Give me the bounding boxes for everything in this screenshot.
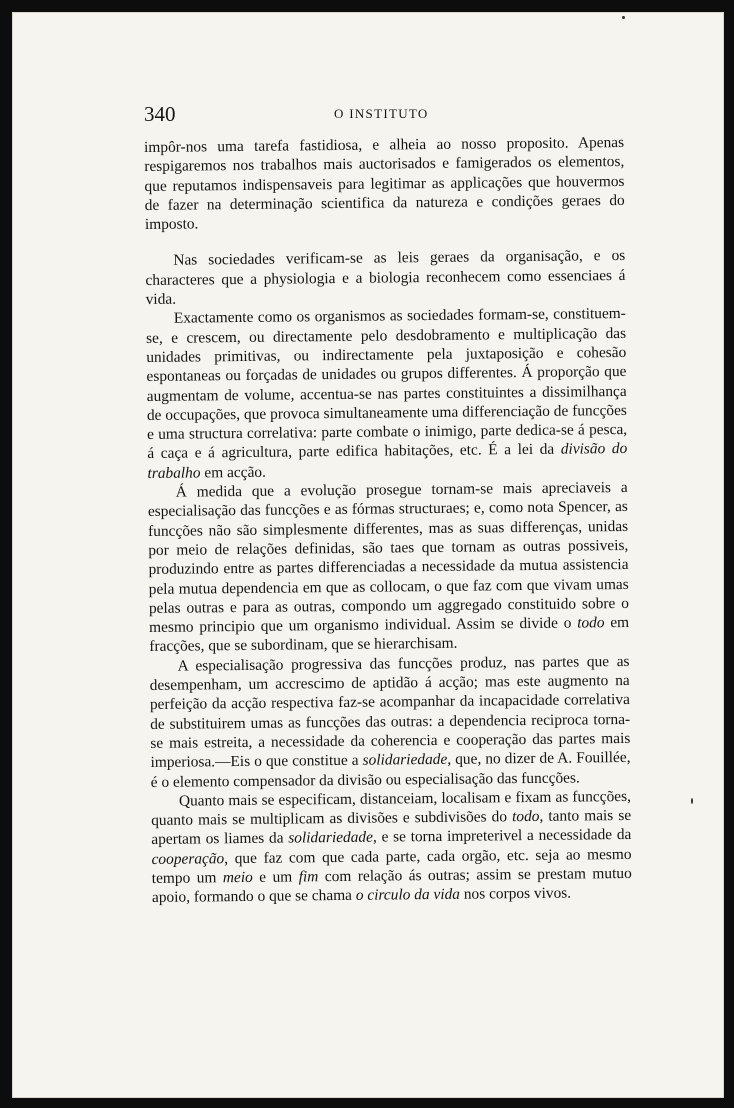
running-title: O INSTITUTO xyxy=(334,106,429,121)
ink-speck xyxy=(622,16,625,19)
paragraph-text: A especialisação progressiva das funcções produz, nas partes que as desempenham, um accrescimo de aptidão á acção; mas este augmento na perfeição da acção respectiva faz-se acompanhar da incapacidade correlativa de substituirem umas as funcções das outras: a dependencia reciproca torna-se mais estreita, a necessidade da coherencia e cooperação das partes mais imperiosa.—Eis o que constitue a xyxy=(149,652,631,772)
emphasis-divisao-do-trabalho: divisão do trabalho xyxy=(147,440,628,482)
paragraph-text: e um xyxy=(252,868,299,886)
ink-speck xyxy=(691,798,693,804)
emphasis-solidariedade: solidariedade xyxy=(288,829,374,847)
paragraph-text: nos corpos vivos. xyxy=(459,884,572,904)
paragraph-division-of-labour xyxy=(146,304,628,483)
paragraph-text: , que, no dizer de A. Fouillée, é o elemento compensador da divisão ou especialisação das funcções. xyxy=(150,749,631,791)
paragraph-text: Nas sociedades verificam-se as leis geraes da organisação, e os characteres que a physiologia e a biologia reconhecem como essenciaes á vida. xyxy=(145,247,626,309)
emphasis-cooperacao: cooperação xyxy=(151,849,225,868)
paragraph-cooperation xyxy=(151,787,632,908)
emphasis-meio: meio xyxy=(222,868,253,887)
paragraph-text: , que faz com que cada parte, cada orgão, etc. seja ao mesmo tempo um xyxy=(151,845,632,887)
emphasis-circulo-da-vida: o circulo da vida xyxy=(355,886,461,905)
paragraph-text: , e se torna impreterivel a necessidade da xyxy=(372,826,632,847)
paragraph-text: em fracções, que se subordinam, que se hierarchisam. xyxy=(149,614,630,656)
emphasis-solidariedade: solidariedade xyxy=(362,751,448,769)
paragraph-text: Quanto mais se especificam, distanceiam, localisam e fixam as funcções, quanto mais se multiplicam as divisões e subdivisões do xyxy=(151,787,632,830)
emphasis-todo: todo xyxy=(511,807,540,826)
paragraph-intro xyxy=(144,133,625,235)
paragraph-text: Á medida que a evolução prosegue tornam-se mais apreciaveis a especialisação das funcções e as fórmas structuraes; e, como nota Spencer, as funcções não são simplesmente differentes, mas as suas differenças, unidas por meio de relações definidas, são taes que tornam as outras possiveis, produzindo entre as partes differenciadas a necessidade da mutua assistencia pela mutua dependencia em que as collocam, o que faz com que vivam umas pelas outras e para as outras, compondo um aggregado constituido sobre o mesmo principio que um organismo individual. Assim se divide o xyxy=(147,479,629,637)
paragraph-solidarity xyxy=(149,652,630,792)
paragraph-text: , tanto mais se apertam os liames da xyxy=(151,807,632,849)
page-header xyxy=(144,102,644,128)
paragraph-societies-laws xyxy=(145,246,626,309)
emphasis-todo: todo xyxy=(577,614,605,632)
page-number: 340 xyxy=(144,102,176,126)
book-page xyxy=(12,12,724,1098)
paragraph-text: Exactamente como os organismos as sociedades formam-se, constituem-se, e crescem, ou directamente pelo desdobramento e multiplicação das unidades primitivas, ou indirectamente pela juxtaposição e cohesão espontaneas ou forçadas de unidades ou grupos differentes. Á proporção que augmentam de volume, accentua-se nas partes constituintes a dissimilhança de occupações, que provoca simultaneamente uma differenciação de funcções e uma structura correlativa: parte combate o inimigo, parte dedica-se á pesca, á caça e á agricultura, parte edifica habitações, etc. É a lei da xyxy=(146,305,628,463)
emphasis-fim: fim xyxy=(298,868,319,886)
body-text xyxy=(144,133,632,908)
paragraph-text: com relação ás outras; assim se prestam mutuo apoio, formando o que se chama xyxy=(151,864,632,907)
paragraph-text: impôr-nos uma tarefa fastidiosa, e alheia ao nosso proposito. Apenas respigaremos nos trabalhos mais auctorisados e famigerados os elementos, que reputamos indispensaveis para legitimar as applicações que houvermos de fazer na determinação scientifica da natureza e condições geraes do imposto. xyxy=(144,133,625,234)
paragraph-specialisation xyxy=(148,478,630,657)
paragraph-text: em acção. xyxy=(200,463,266,482)
